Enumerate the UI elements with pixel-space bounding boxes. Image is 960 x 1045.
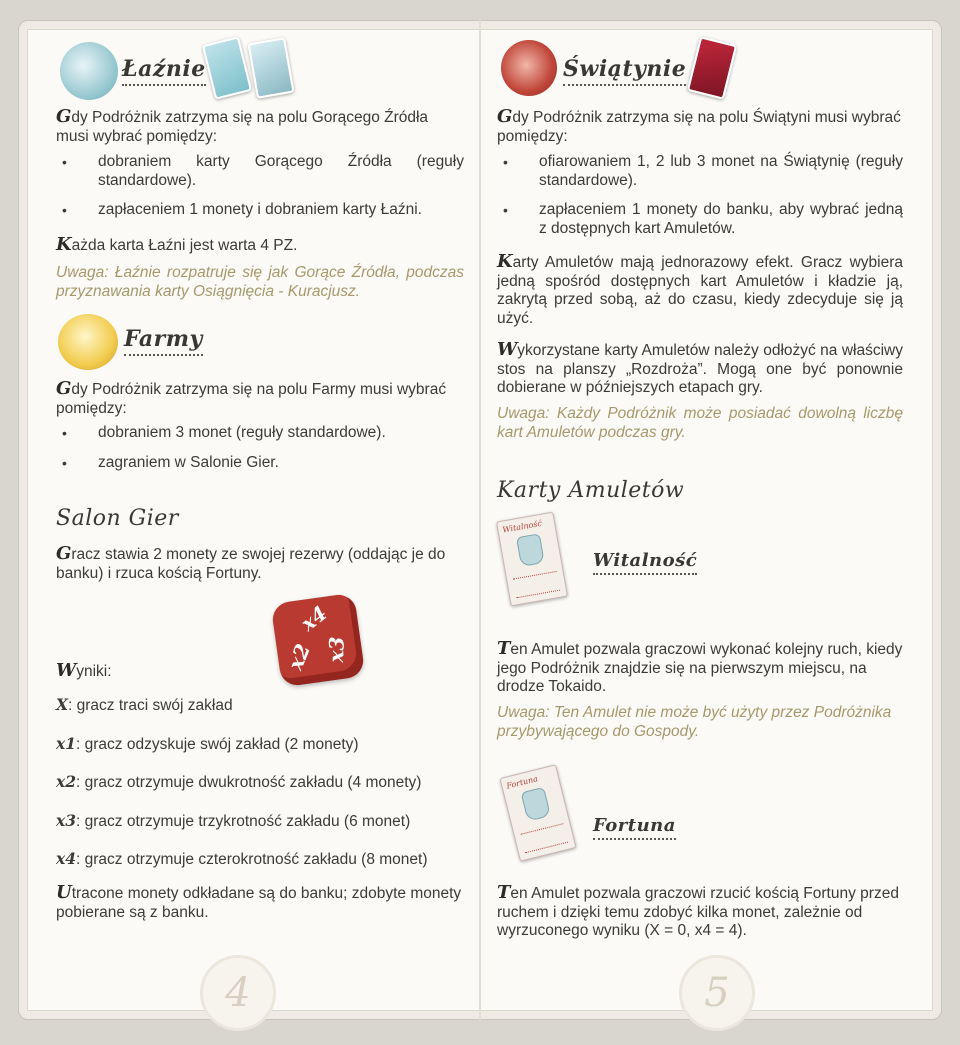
amulet-card-icon <box>687 36 737 100</box>
fortuna-text: Ten Amulet pozwala graczowi rzucić kością Fortuny przed ruchem i dzięki temu zdobyć kilka monet, zależnie od wyrzuconego wyniku (X = 0, x4 = 4). <box>497 882 899 939</box>
results-label: Wyniki: <box>56 660 112 681</box>
witalnosc-card-icon <box>496 512 568 607</box>
card-text-placeholder <box>521 823 569 853</box>
section-heading-swiatynie: Świątynie <box>563 56 686 86</box>
list-item: • ofiarowaniem 1, 2 lub 3 monet na Świątynię (reguły standardowe). <box>497 153 903 190</box>
section-heading-karty-amuletow: Karty Amuletów <box>497 478 685 503</box>
page-number: 5 <box>679 955 755 1031</box>
salon-intro: Gracz stawia 2 monety ze swojej rezerwy (oddając je do banku) i rzuca kością Fortuny. <box>56 543 446 582</box>
left-page <box>56 0 464 1045</box>
result-key: x3 <box>56 811 77 830</box>
amulety-discard: Wykorzystane karty Amuletów należy odłożyć na właściwy stos na planszy „Rozdroża”. Mogą one być ponownie dobierane w późniejszych etapach gry. <box>497 339 903 396</box>
result-key: x2 <box>56 772 77 791</box>
drop-cap: G <box>56 378 72 399</box>
result-key: x4 <box>56 849 77 868</box>
card-text-placeholder <box>513 571 560 598</box>
fortuna-card-icon <box>499 764 576 861</box>
witalnosc-note: Uwaga: Ten Amulet nie może być użyty przez Podróżnika przybywającego do Gospody. <box>497 704 892 740</box>
section-heading-lazni: Łaźnie <box>122 56 206 86</box>
bathhouse-icon <box>60 42 118 100</box>
result-row: X: gracz traci swój zakład <box>56 695 233 714</box>
fortune-die-icon <box>271 593 366 688</box>
drop-cap: U <box>56 882 72 903</box>
die-face: x4 <box>296 600 332 636</box>
witalnosc-text: Ten Amulet pozwala graczowi wykonać kolejny ruch, kiedy jego Podróżnik znajdzie się na pierwszym miejscu, na drodze Tokaido. <box>497 638 903 695</box>
card-label: Fortuna <box>505 774 539 791</box>
salon-final: Utracone monety odkładane są do banku; zdobyte monety pobierane są z banku. <box>56 882 462 921</box>
amulety-effect: Karty Amuletów mają jednorazowy efekt. Gracz wybiera jedną spośród dostępnych kart Amuletów i kładzie ją, zakrytą przed sobą, aż do czasu, kiedy zdecyduje się ją użyć. <box>497 251 903 327</box>
farmy-intro: Gdy Podróżnik zatrzyma się na polu Farmy musi wybrać pomiędzy: <box>56 378 447 417</box>
lazni-value: Każda karta Łaźni jest warta 4 PZ. <box>56 234 298 255</box>
die-face: x2 <box>283 640 316 674</box>
swiatynie-intro: Gdy Podróżnik zatrzyma się na polu Świątyni musi wybrać pomiędzy: <box>497 106 901 145</box>
lazni-intro: Gdy Podróżnik zatrzyma się na polu Gorącego Źródła musi wybrać pomiędzy: <box>56 106 429 145</box>
lazni-options <box>56 153 464 220</box>
drop-cap: G <box>56 543 72 564</box>
amulet-heading-fortuna: Fortuna <box>593 815 676 840</box>
bath-card-icon <box>202 36 252 100</box>
result-row: x4: gracz otrzymuje czterokrotność zakładu (8 monet) <box>56 849 428 868</box>
swiatynie-options <box>497 153 903 238</box>
amulet-heading-witalnosc: Witalność <box>593 550 697 575</box>
right-page <box>497 0 903 1045</box>
list-item: • zagraniem w Salonie Gier. <box>56 454 464 473</box>
drop-cap: G <box>497 106 513 127</box>
result-row: x3: gracz otrzymuje trzykrotność zakładu (6 monet) <box>56 811 411 830</box>
drop-cap: K <box>56 234 72 255</box>
drop-cap: T <box>497 638 511 659</box>
section-heading-salon-gier: Salon Gier <box>56 506 179 531</box>
temple-icon <box>501 40 557 96</box>
result-key: X <box>56 695 69 714</box>
list-item: • zapłaceniem 1 monety i dobraniem karty Łaźni. <box>56 201 464 220</box>
result-row: x1: gracz odzyskuje swój zakład (2 monety) <box>56 734 359 753</box>
lazni-note: Uwaga: Łaźnie rozpatruje się jak Gorące Źródła, podczas przyznawania karty Osiągnięcia - Kuracjusz. <box>56 264 464 300</box>
list-item: • dobraniem karty Gorącego Źródła (reguły standardowe). <box>56 153 464 190</box>
bath-card-icon <box>247 37 294 99</box>
swiatynie-note: Uwaga: Każdy Podróżnik może posiadać dowolną liczbę kart Amuletów podczas gry. <box>497 405 903 441</box>
result-key: x1 <box>56 734 77 753</box>
amulet-bag-icon <box>521 787 552 822</box>
list-item: • zapłaceniem 1 monety do banku, aby wybrać jedną z dostępnych kart Amuletów. <box>497 201 903 238</box>
drop-cap: W <box>56 660 77 681</box>
farm-icon <box>58 314 118 370</box>
farmy-options <box>56 424 464 472</box>
list-item: • dobraniem 3 monet (reguły standardowe). <box>56 424 464 443</box>
page-number: 4 <box>200 955 276 1031</box>
result-row: x2: gracz otrzymuje dwukrotność zakładu (4 monety) <box>56 772 422 791</box>
section-heading-farmy: Farmy <box>124 326 203 356</box>
card-label: Witalność <box>501 518 543 535</box>
die-face: x3 <box>323 636 349 663</box>
drop-cap: T <box>497 882 511 903</box>
page-spine <box>479 20 481 1020</box>
drop-cap: W <box>497 339 518 360</box>
drop-cap: G <box>56 106 72 127</box>
amulet-bag-icon <box>516 533 545 567</box>
drop-cap: K <box>497 251 513 272</box>
